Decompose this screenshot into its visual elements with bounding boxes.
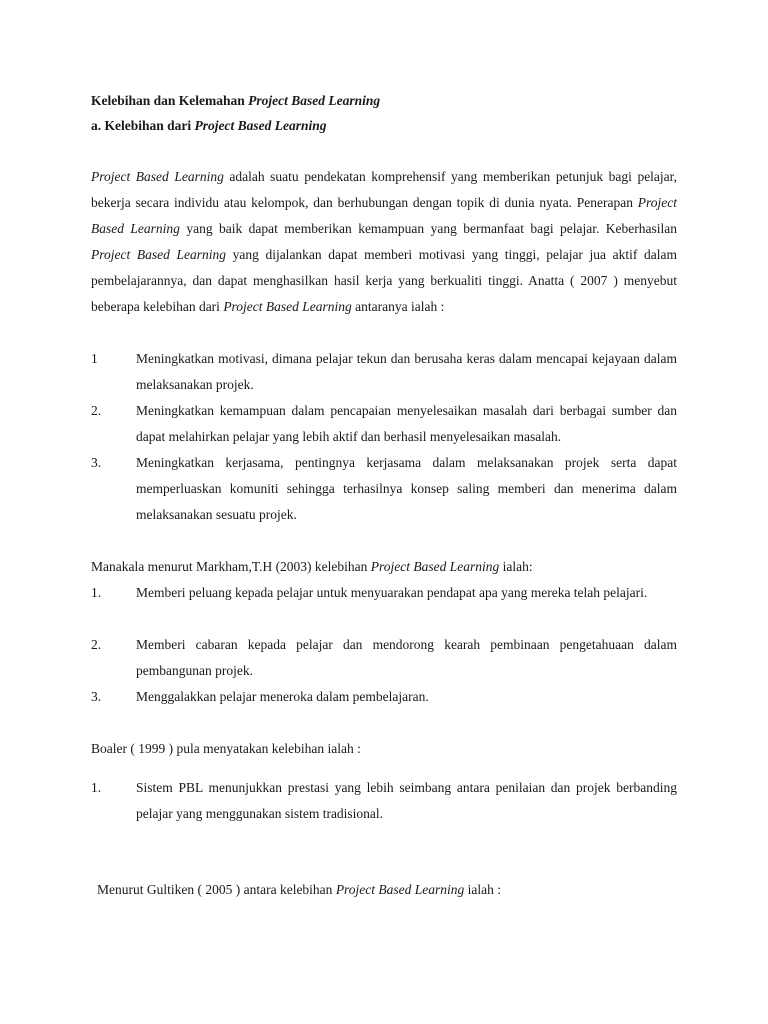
list-number: 3. xyxy=(91,689,102,704)
gultiken-paragraph: Menurut Gultiken ( 2005 ) antara kelebihan Project Based Learning ialah : xyxy=(97,882,502,897)
list-item xyxy=(91,684,677,710)
section-heading: a. Kelebihan dari Project Based Learning xyxy=(91,118,327,133)
list-number: 3. xyxy=(91,455,102,470)
list-number: 1 xyxy=(91,351,98,366)
list-text: Sistem PBL menunjukkan prestasi yang lebih seimbang antara penilaian dan projek berbanding pelajar yang menggunakan sistem tradisional. xyxy=(136,780,677,821)
list-text: Memberi peluang kepada pelajar untuk menyuarakan pendapat apa yang mereka telah pelajari. xyxy=(136,585,648,600)
list-text: Meningkatkan kemampuan dalam pencapaian menyelesaikan masalah dari berbagai sumber dan dapat melahirkan pelajar yang lebih aktif dan berhasil menyelesaikan masalah. xyxy=(136,403,677,444)
intro-paragraph: Project Based Learning adalah suatu pendekatan komprehensif yang memberikan petunjuk bagi pelajar, bekerja secara individu atau kelompok, dan berhubungan dengan topik di dunia nyata. Penerapan Project Based Learning yang baik dapat memberikan kemampuan yang bermanfaat bagi pelajar. Keberhasilan Project Based Learning yang dijalankan dapat memberi motivasi yang tinggi, pelajar jua aktif dalam pembelajarannya, dan dapat menghasilkan hasil kerja yang berkualiti tinggi. Anatta ( 2007 ) menyebut beberapa kelebihan dari Project Based Learning antaranya ialah : xyxy=(91,169,678,314)
list-number: 1. xyxy=(91,585,102,600)
list-item xyxy=(91,632,677,684)
list-text: Memberi cabaran kepada pelajar dan mendorong kearah pembinaan pengetahuaan dalam pembangunan projek. xyxy=(136,637,677,678)
list-item xyxy=(91,775,677,827)
list-number: 1. xyxy=(91,780,102,795)
list-text: Menggalakkan pelajar meneroka dalam pembelajaran. xyxy=(136,689,429,704)
list-item xyxy=(91,580,677,606)
list-text: Meningkatkan motivasi, dimana pelajar tekun dan berusaha keras dalam mencapai kejayaan dalam melaksanakan projek. xyxy=(136,351,677,392)
list-text: Meningkatkan kerjasama, pentingnya kerjasama dalam melaksanakan projek serta dapat memperluaskan komuniti sehingga terhasilnya konsep saling memberi dan menerima dalam melaksanakan sesuatu projek. xyxy=(136,455,677,522)
document-title: Kelebihan dan Kelemahan Project Based Learning xyxy=(91,93,381,108)
list-item xyxy=(91,450,677,528)
list-item xyxy=(91,398,677,450)
boaler-paragraph: Boaler ( 1999 ) pula menyatakan kelebihan ialah : xyxy=(91,741,361,756)
list-number: 2. xyxy=(91,637,102,652)
list-number: 2. xyxy=(91,403,102,418)
markham-paragraph: Manakala menurut Markham,T.H (2003) kelebihan Project Based Learning ialah: xyxy=(91,559,533,574)
list-item xyxy=(91,346,677,398)
